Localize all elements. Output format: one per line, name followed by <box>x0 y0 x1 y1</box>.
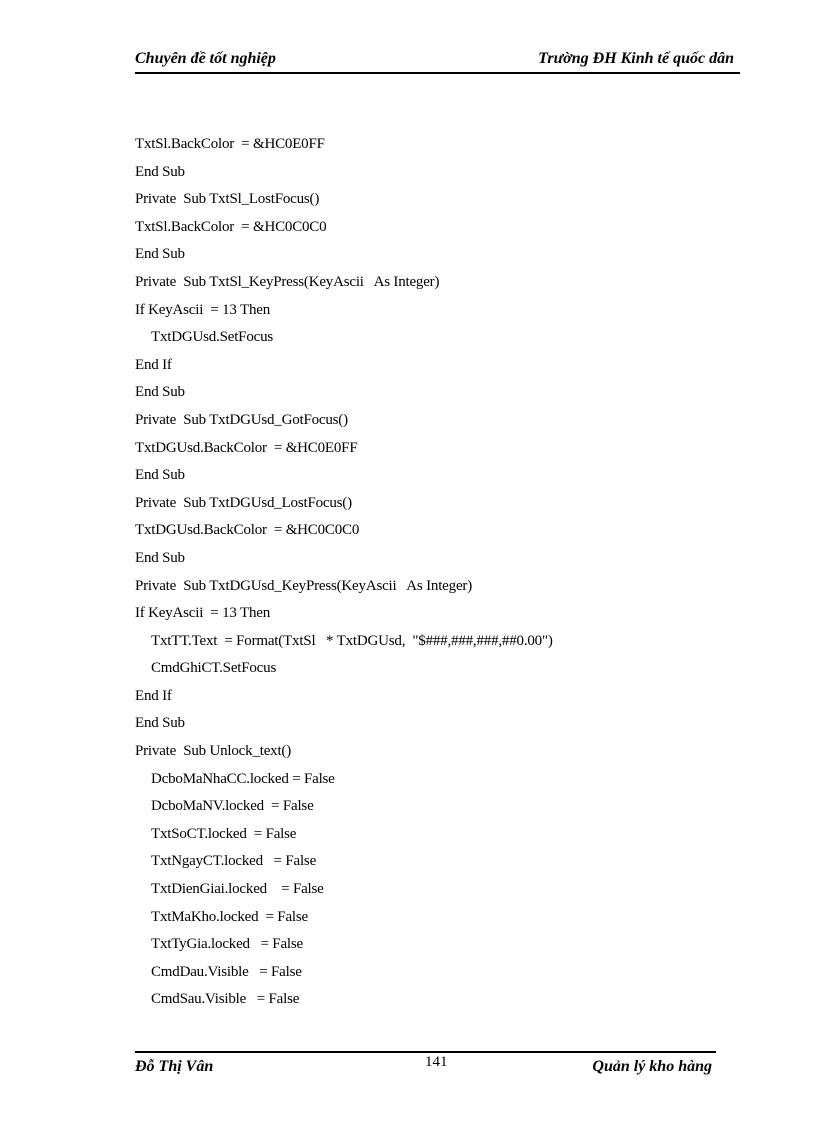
code-line: End Sub <box>135 246 185 263</box>
code-line: End Sub <box>135 467 185 484</box>
code-line: Private Sub TxtDGUsd_GotFocus() <box>135 411 348 428</box>
code-line: TxtSl.BackColor = &HC0C0C0 <box>135 218 327 235</box>
code-line: CmdDau.Visible = False <box>151 963 302 980</box>
code-line: TxtDGUsd.BackColor = &HC0C0C0 <box>135 522 360 539</box>
code-line: TxtSoCT.locked = False <box>151 825 297 842</box>
code-line: TxtSl.BackColor = &HC0E0FF <box>135 136 325 152</box>
header-university: Trường ĐH Kinh tế quốc dân <box>538 50 734 67</box>
code-line: CmdSau.Visible = False <box>151 991 300 1008</box>
code-line: End If <box>135 356 172 373</box>
page-header <box>135 46 740 74</box>
page-number: 141 <box>425 1054 448 1070</box>
page-footer <box>135 1051 716 1079</box>
code-line: End If <box>135 687 172 704</box>
code-line: End Sub <box>135 549 185 566</box>
code-line: TxtMaKho.locked = False <box>151 908 308 925</box>
code-line: Private Sub TxtSl_LostFocus() <box>135 191 320 208</box>
code-line: TxtDGUsd.BackColor = &HC0E0FF <box>135 439 358 456</box>
header-thesis-title: Chuyên đề tốt nghiệp <box>135 50 276 67</box>
code-line: If KeyAscii = 13 Then <box>135 605 271 622</box>
code-line: End Sub <box>135 715 185 732</box>
code-line: Private Sub Unlock_text() <box>135 743 292 760</box>
code-line: TxtDienGiai.locked = False <box>151 881 324 898</box>
footer-author: Đỗ Thị Vân <box>135 1058 214 1075</box>
code-line: Private Sub TxtSl_KeyPress(KeyAscii As Integer) <box>135 273 440 290</box>
code-line: TxtTyGia.locked = False <box>151 936 303 953</box>
code-line: DcboMaNhaCC.locked = False <box>151 770 335 787</box>
code-line: If KeyAscii = 13 Then <box>135 301 271 318</box>
code-line: TxtTT.Text = Format(TxtSl * TxtDGUsd, "$###,###,###,##0.00") <box>151 632 553 649</box>
code-line: End Sub <box>135 384 185 401</box>
code-line: TxtDGUsd.SetFocus <box>151 329 274 346</box>
code-listing <box>135 131 735 1014</box>
footer-topic: Quản lý kho hàng <box>592 1058 712 1075</box>
code-line: Private Sub TxtDGUsd_KeyPress(KeyAscii As Integer) <box>135 577 472 594</box>
code-line: CmdGhiCT.SetFocus <box>151 660 277 677</box>
code-line: Private Sub TxtDGUsd_LostFocus() <box>135 494 352 511</box>
code-line: End Sub <box>135 163 185 180</box>
code-line: TxtNgayCT.locked = False <box>151 853 317 870</box>
code-line: DcboMaNV.locked = False <box>151 798 314 815</box>
